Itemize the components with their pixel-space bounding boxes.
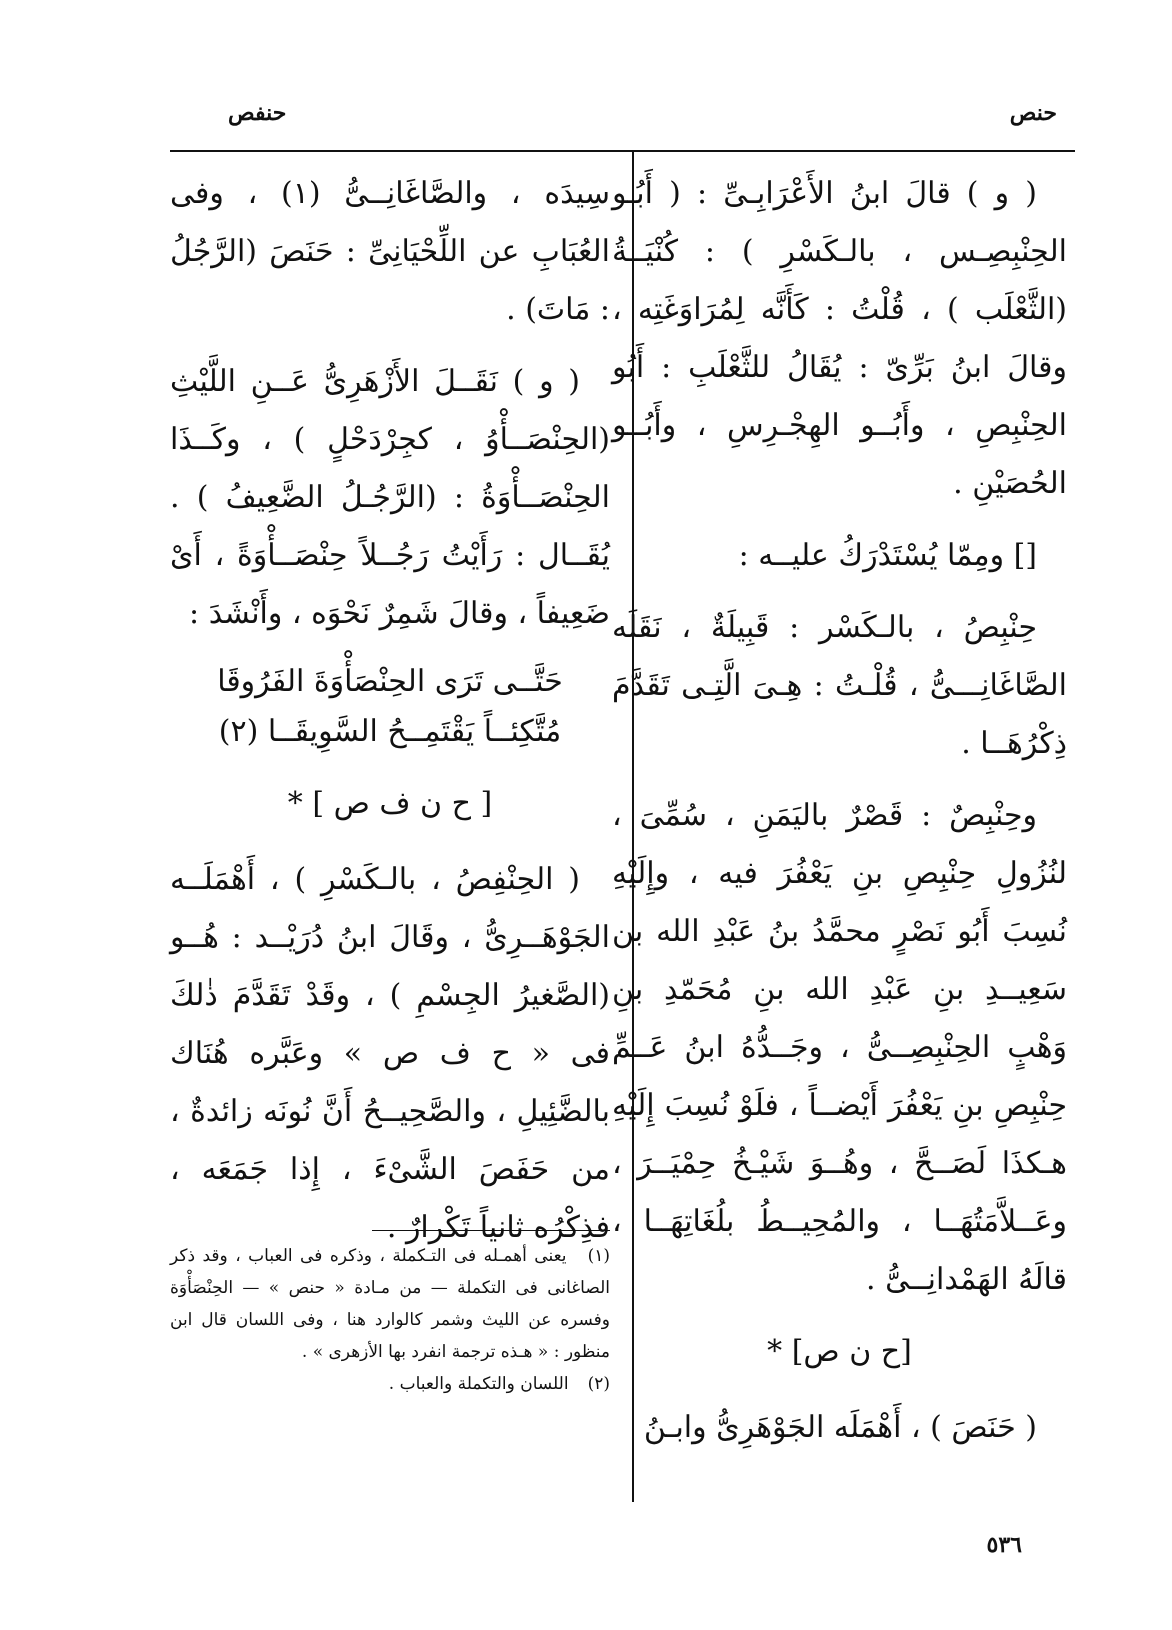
- page-number: ٥٣٦: [986, 1532, 1022, 1558]
- footnote-number: (١): [587, 1246, 610, 1266]
- footnotes: [170, 1240, 610, 1400]
- footnote-text: يعنى أهمـله فى التـكملة ، وذكره فى العباب ، وقد ذكر الصاغانى فى التكملة — من مـادة « حنص » — الحِنْصَأْوَة وفسره عن الليث وشمر كالوارد هنا ، وفى اللسان قال ابن منظور : « هـذه ترجمة انفرد بها الأزهرى » .: [170, 1246, 610, 1362]
- entry-paragraph: ( و ) نَقَــلَ الأَزْهَرِىُّ عَــنِ اللَّيْثِ (الحِنْصَــأْوُ ، كجِرْدَحْلٍ ) ، وكَــذَا الحِنْصَــأْوَةُ : (الرَّجُـلُ الضَّعِيفُ ) . يُقَــال : رَأَيْتُ رَجُــلاً حِنْصَــأْوَةً ، أَىْ ضَعِيفاً ، وقالَ شَمِرٌ نَحْوَه ، وأَنْشَدَ :: [170, 364, 610, 631]
- header-rule: [170, 150, 1075, 152]
- entry-paragraph: وحِنْبِصٌ : قَصْرٌ باليَمَنِ ، سُمِّىَ ، لنُزُولِ حِنْبِصِ بنِ يَعْفُرَ فيه ، وإِلَيْهِ نُسِبَ أَبُو نَصْرٍ محمَّدُ بنُ عَبْدِ الله بن سَعِيــدِ بنِ عَبْدِ الله بنِ مُحَمّدِ بنِ وَهْبٍ الحِنْبِصِــىُّ ، وجَــدُّهُ ابنُ عَــمِّ حِنْبِصِ بنِ يَعْفُرَ أَيْضــاً ، فلَوْ نُسِبَ إِلَيْهِ هـكذَا لَصَــحَّ ، وهُــوَ شَيْـخُ حِمْيَــرَ ، وعَــلاَّمَتُهَــا ، والمُحِيــطُ بلُغَاتِهَــا ، قالَهُ الهَمْدانِــىُّ .: [612, 798, 1067, 1297]
- footnote-number: (٢): [587, 1374, 610, 1394]
- poem-verse: [170, 657, 610, 757]
- entry-heading: [ ح ن ف ص ] *: [287, 786, 493, 821]
- footnote-2: [170, 1368, 610, 1400]
- entry-paragraph: سِيدَه ، والصَّاغَانِــىُّ (١) ، وفى العُبَابِ عن اللِّحْيَانِىِّ : حَنَصَ (الرَّجُلُ : مَاتَ) .: [170, 176, 611, 327]
- header-right-word: حنص: [1009, 100, 1057, 126]
- entry-paragraph: ( الحِنْفِصُ ، بالـكَسْرِ ) ، أَهْمَلَــه الجَوْهَــرِىُّ ، وقَالَ ابنُ دُرَيْــد : هُــو (الصَّغيرُ الجِسْمِ ) ، وقَدْ تَقَدَّمَ ذٰلكَ فى « ح ف ص » وعَبَّره هُنَاك بالضَّئِيلِ ، والصَّحِيــحُ أَنَّ نُونَه زائدةٌ ، من حَفَصَ الشَّىْءَ ، إِذا جَمَعَه ، فذِكْرُه ثانياً تَكْرارٌ .: [170, 862, 610, 1245]
- entry-paragraph: ( حَنَصَ ) ، أَهْمَلَه الجَوْهَرِىُّ وابـنُ: [643, 1410, 1037, 1445]
- header-left-word: حنفص: [228, 100, 287, 126]
- left-column: [170, 165, 610, 1271]
- entry-paragraph: حِنْبِصُ ، بالـكَسْر : قَبِيلَةٌ ، نَقَلَه الصَّاغَانِـــىُّ ، قُلْـتُ : هِـىَ الَّتِـى تَقَدَّمَ ذِكْرُهَــا .: [612, 610, 1067, 761]
- footnote-rule: [372, 1230, 610, 1231]
- footnote-text: اللسان والتكملة والعباب .: [388, 1374, 569, 1394]
- addendum-intro: [] ومِمّا يُسْتَدْرَكُ عليــه :: [738, 538, 1037, 573]
- entry-paragraph: ( و ) قالَ ابنُ الأَعْرَابِـىِّ : ( أَبُـو الحِنْبِصِـس ، بالـكَسْرِ ) : كُنْيَــةُ (الثَّعْلَب ) ، قُلْتُ : كَأَنَّه لِمُرَاوَغَتِه ، وقالَ ابنُ بَرِّىّ : يُقَالُ للثَّعْلَبِ : أَبُو الحِنْبِصِ ، وأَبُــو الهِجْـرِسِ ، وأَبُــو الحُصَيْنِ .: [612, 176, 1067, 501]
- footnote-1: [170, 1240, 610, 1368]
- verse-line: حَتَّــى تَرَى الحِنْصَأْوَةَ الفَرُوقَا: [217, 664, 563, 699]
- verse-line: مُتَّكِئــاً يَقْتَمِــحُ السَّوِيقَــا (٢): [218, 714, 562, 749]
- entry-heading: [ح ن ص] *: [767, 1334, 912, 1369]
- right-column: [612, 165, 1067, 1471]
